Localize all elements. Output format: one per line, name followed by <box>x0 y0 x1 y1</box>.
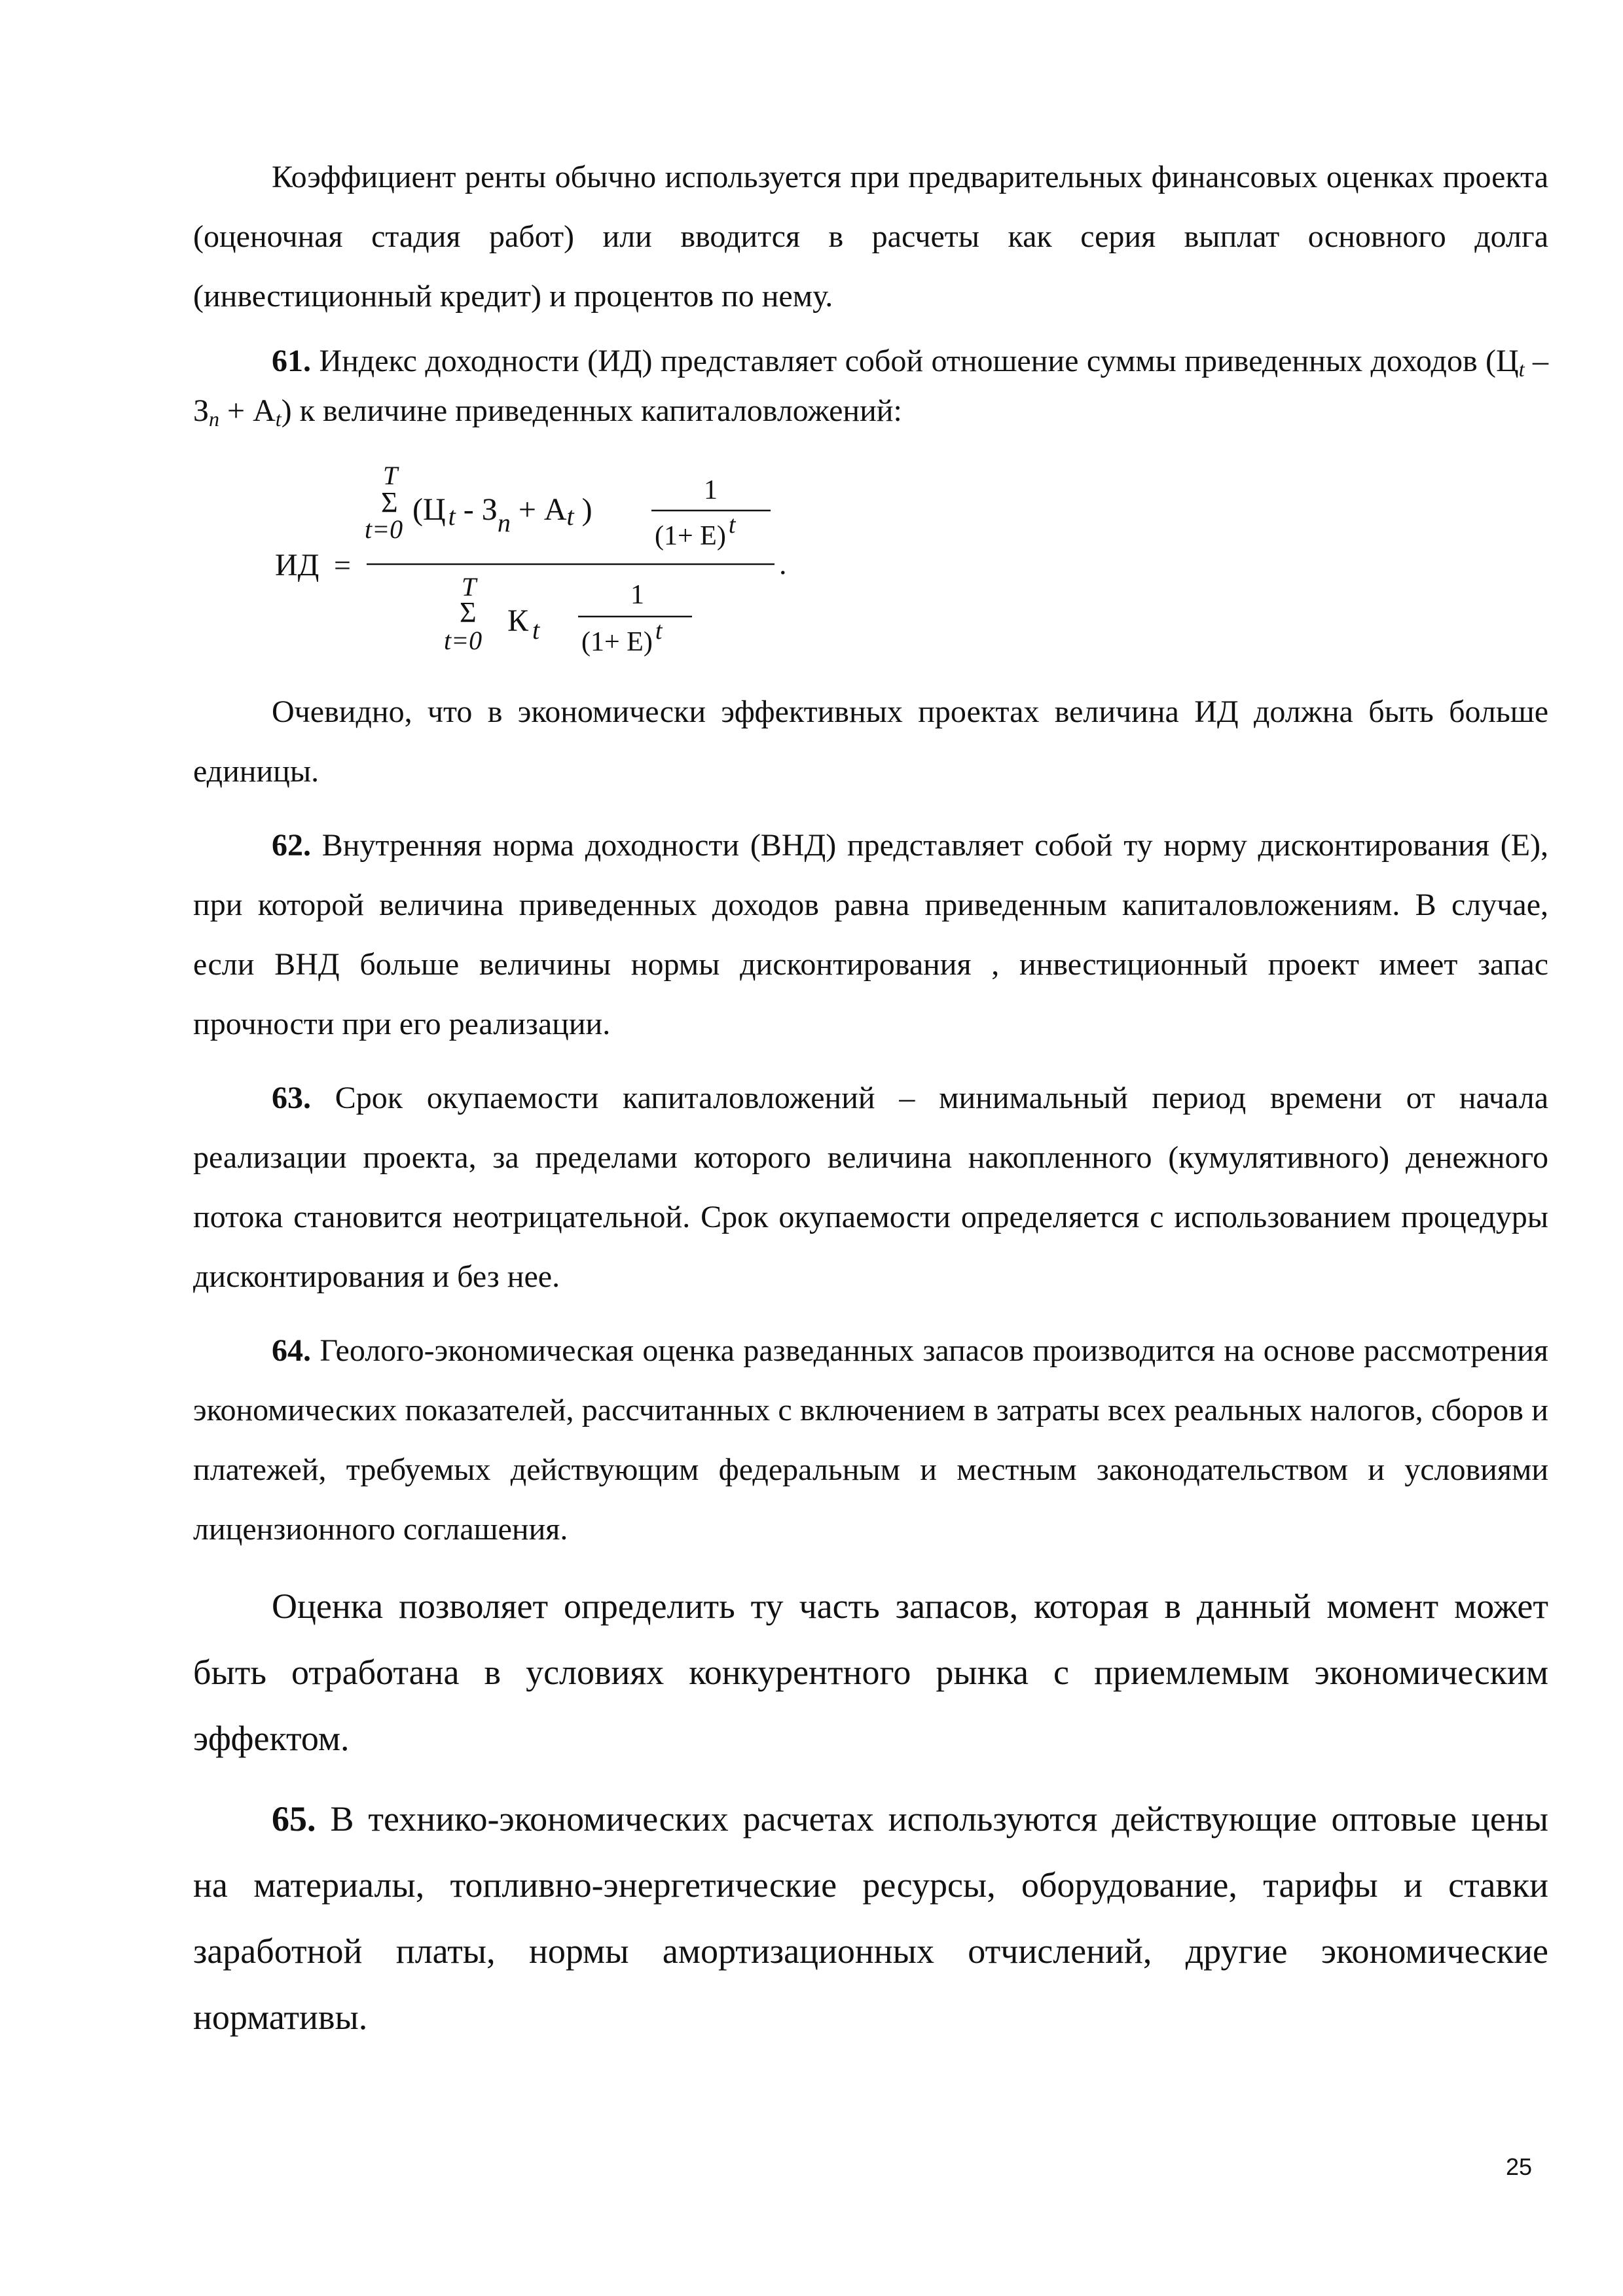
paragraph-64: 64. Геолого-экономическая оценка разведанных запасов производится на основе рассмотрения экономических показателей, рассчитанных с включением в затраты всех реальных налогов, сборов и платежей, требуемых действующим федеральным и местным законодательством и условиями лицензионного соглашения. <box>193 1333 1549 1547</box>
paragraph-65: 65. В технико-экономических расчетах используются действующие оптовые цены на материалы, топливно-энергетические ресурсы, оборудование, тарифы и ставки заработной платы, нормы амортизационных отчислений, другие экономические нормативы. <box>193 1799 1548 2037</box>
sum-sign: Σ <box>381 486 398 518</box>
paragraph-assessment: Оценка позволяет определить ту часть запасов, которая в данный момент может быть отработана в условиях конкурентного рынка с приемлемым экономическим эффектом. <box>193 1587 1548 1758</box>
sum-lower-limit: t=0 <box>365 514 403 544</box>
paragraph-61: 61. Индекс доходности (ИД) представляет собой отношение суммы приведенных доходов $(Ц_t - З_n + А_t)$ к величине приведенных капиталовложений: <box>193 344 1549 431</box>
item-number: 62. <box>272 828 311 863</box>
den-sum-sign: Σ <box>460 596 477 628</box>
document-page <box>193 147 1548 2051</box>
paragraph-63: 63. Срок окупаемости капиталовложений – минимальный период времени от начала реализации проекта, за пределами которого величина накопленного (кумулятивного) денежного потока становится неотрицательной. Срок окупаемости определяется с использованием процедуры дисконтирования и без нее. <box>193 1081 1549 1294</box>
den-sum-upper-limit: T <box>462 572 477 601</box>
formula-lhs: ИД <box>275 548 319 583</box>
formula-end-period: . <box>779 547 787 581</box>
paragraph-62: 62. Внутренняя норма доходности (ВНД) представляет собой ту норму дисконтирования (Е), при которой величина приведенных доходов равна приведенным капиталовложениям. В случае, если ВНД больше величины нормы дисконтирования , инвестиционный проект имеет запас прочности при его реализации. <box>193 828 1548 1041</box>
den-fraction-one: 1 <box>630 580 644 610</box>
profitability-index-formula <box>193 461 1548 669</box>
item-number: 65. <box>272 1799 316 1839</box>
item-number: 61. <box>272 344 311 378</box>
den-sum-lower-limit: t=0 <box>444 626 483 655</box>
page-number: 25 <box>1506 2153 1533 2180</box>
numerator-expr-open: (Ц t - $З_n$ + Аt ) <box>412 492 593 537</box>
item-number: 64. <box>272 1333 311 1368</box>
item-number: 63. <box>272 1081 311 1115</box>
den-fraction-den: (1+ Е) t <box>581 617 663 657</box>
formula-equals: = <box>334 548 351 582</box>
sum-upper-limit: T <box>383 461 398 490</box>
numerator-fraction-one: 1 <box>704 475 718 505</box>
numerator-fraction-den: (1+ Е) t <box>655 511 736 551</box>
paragraph-obviously: Очевидно, что в экономически эффективных проектах величина ИД должна быть больше единицы. <box>193 694 1548 789</box>
denominator-expr: К $_t$ <box>507 603 540 645</box>
paragraph-rent-coefficient: Коэффициент ренты обычно используется при предварительных финансовых оценках проекта (оценочная стадия работ) или вводится в расчеты как серия выплат основного долга (инвестиционный кредит) и процентов по нему. <box>193 160 1548 314</box>
formula-graphic <box>193 461 848 669</box>
